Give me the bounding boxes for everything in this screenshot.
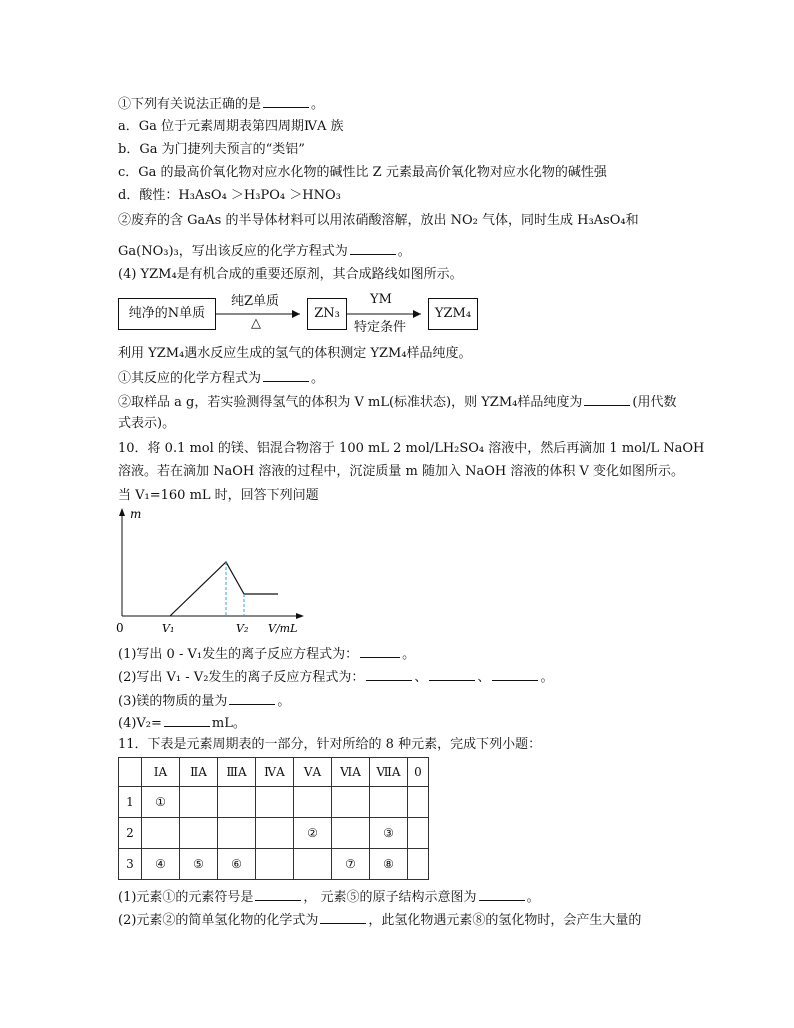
precipitate-curve <box>170 562 278 616</box>
table-header-cell: ⅣA <box>256 758 294 787</box>
q10-sub-3: (3)镁的物质的量为 。 <box>118 691 290 711</box>
table-cell <box>256 849 294 880</box>
answer-blank[interactable] <box>255 887 301 901</box>
option-d: d．酸性：H₃AsO₄ ＞H₃PO₄ ＞HNO₃ <box>118 188 341 203</box>
table-cell <box>294 849 332 880</box>
option-c: c．Ga 的最高价氧化物对应水化物的碱性比 Z 元素最高价氧化物对应水化物的碱性强 <box>118 165 607 180</box>
answer-blank[interactable] <box>479 887 525 901</box>
y-axis-arrow <box>119 508 125 516</box>
option-b: b．Ga 为门捷列夫预言的“类铝” <box>118 142 305 157</box>
flow-arrow2-condition: 特定条件 <box>354 320 407 335</box>
precipitate-graph <box>108 506 308 638</box>
table-header-cell <box>119 758 142 787</box>
table-cell: ⑥ <box>218 849 256 880</box>
q9-part-4: (4) YZM₄是有机合成的重要还原剂，其合成路线如图所示。 <box>118 267 463 282</box>
flow-box-yzm4: YZM₄ <box>428 298 478 330</box>
table-cell: ① <box>142 787 180 818</box>
q10-sub-1: (1)写出 0 - V₁发生的离子反应方程式为： 。 <box>118 644 415 664</box>
v1-label: V₁ <box>162 622 175 635</box>
table-cell <box>256 787 294 818</box>
table-cell: ⑧ <box>370 849 408 880</box>
table-cell <box>408 818 429 849</box>
table-cell <box>294 787 332 818</box>
q10-line1: 10．将 0.1 mol 的镁、铝混合物溶于 100 mL 2 mol/LH₂SO₄ 溶液中，然后再滴加 1 mol/L NaOH <box>118 441 705 456</box>
flow-arrow2-reagent: YM <box>370 292 392 307</box>
table-cell <box>332 787 370 818</box>
q9-sub-1: ①其反应的化学方程式为 。 <box>118 368 324 388</box>
table-cell: ② <box>294 818 332 849</box>
answer-blank[interactable] <box>429 667 475 681</box>
origin-label: 0 <box>116 621 124 635</box>
q10-line3: 当 V₁=160 mL 时，回答下列问题 <box>118 488 319 503</box>
table-cell <box>332 818 370 849</box>
table-cell: 2 <box>119 818 142 849</box>
x-axis-label: V/mL <box>268 622 298 635</box>
x-axis-arrow <box>296 613 304 619</box>
table-cell: ③ <box>370 818 408 849</box>
table-cell: ⑤ <box>180 849 218 880</box>
table-row <box>119 849 429 880</box>
q11-title: 11．下表是元素周期表的一部分，针对所给的 8 种元素，完成下列小题： <box>118 737 542 752</box>
option-a: a．Ga 位于元素周期表第四周期ⅣA 族 <box>118 119 344 134</box>
table-cell: ⑦ <box>332 849 370 880</box>
q9-item-2-line1: ②废弃的含 GaAs 的半导体材料可以用浓硝酸溶解，放出 NO₂ 气体，同时生成 H₃AsO₄和 <box>118 213 639 228</box>
answer-blank[interactable] <box>492 667 538 681</box>
answer-blank[interactable] <box>360 644 400 658</box>
q9-item-2-line2: Ga(NO₃)₃，写出该反应的化学方程式为 。 <box>118 241 411 261</box>
answer-blank[interactable] <box>584 392 630 406</box>
table-cell: ④ <box>142 849 180 880</box>
table-row <box>119 787 429 818</box>
q9-sub-2-line1: ②取样品 a g，若实验测得氢气的体积为 V mL(标准状态)，则 YZM₄样品纯度为 (用代数 <box>118 392 676 412</box>
table-cell <box>370 787 408 818</box>
v2-label: V₂ <box>236 622 249 635</box>
answer-blank[interactable] <box>320 910 366 924</box>
q11-sub-2: (2)元素②的简单氢化物的化学式为 ，此氢化物遇元素⑧的氢化物时，会产生大量的 <box>118 910 641 930</box>
q10-line2: 溶液。若在滴加 NaOH 溶液的过程中，沉淀质量 m 随加入 NaOH 溶液的体积 V 变化如图所示。 <box>118 464 685 479</box>
table-header-row <box>119 758 429 787</box>
q10-sub-4: (4)V₂= mL。 <box>118 713 246 733</box>
table-header-cell: ⅠA <box>142 758 180 787</box>
table-cell: 3 <box>119 849 142 880</box>
table-cell: 1 <box>119 787 142 818</box>
y-axis-label: m <box>130 507 142 521</box>
answer-blank[interactable] <box>164 713 210 727</box>
table-header-cell: ⅦA <box>370 758 408 787</box>
table-header-cell: ⅥA <box>332 758 370 787</box>
q9-use-text: 利用 YZM₄遇水反应生成的氢气的体积测定 YZM₄样品纯度。 <box>118 346 472 361</box>
table-cell <box>218 787 256 818</box>
table-row <box>119 818 429 849</box>
answer-blank[interactable] <box>263 368 309 382</box>
table-cell <box>218 818 256 849</box>
table-cell <box>180 787 218 818</box>
q11-sub-1: (1)元素①的元素符号是 ， 元素⑤的原子结构示意图为 。 <box>118 887 540 907</box>
table-header-cell: ⅤA <box>294 758 332 787</box>
table-header-cell: ⅢA <box>218 758 256 787</box>
table-header-cell: ⅡA <box>180 758 218 787</box>
table-header-cell: 0 <box>408 758 429 787</box>
q9-sub-2-line2: 式表示)。 <box>118 416 176 431</box>
table-cell <box>142 818 180 849</box>
table-cell <box>408 787 429 818</box>
flow-box-n-element: 纯净的N单质 <box>118 298 216 330</box>
table-cell <box>256 818 294 849</box>
flow-arrow1-condition: △ <box>251 316 261 331</box>
flow-arrow1-reagent: 纯Z单质 <box>231 294 280 309</box>
periodic-table-fragment <box>118 757 429 880</box>
answer-blank[interactable] <box>366 667 412 681</box>
q10-sub-2: (2)写出 V₁ - V₂发生的离子反应方程式为： 、 、 。 <box>118 667 553 687</box>
table-cell <box>180 818 218 849</box>
answer-blank[interactable] <box>229 691 275 705</box>
flow-box-zn3: ZN₃ <box>307 298 347 330</box>
q9-item-1: ①下列有关说法正确的是 。 <box>118 94 324 114</box>
table-cell <box>408 849 429 880</box>
